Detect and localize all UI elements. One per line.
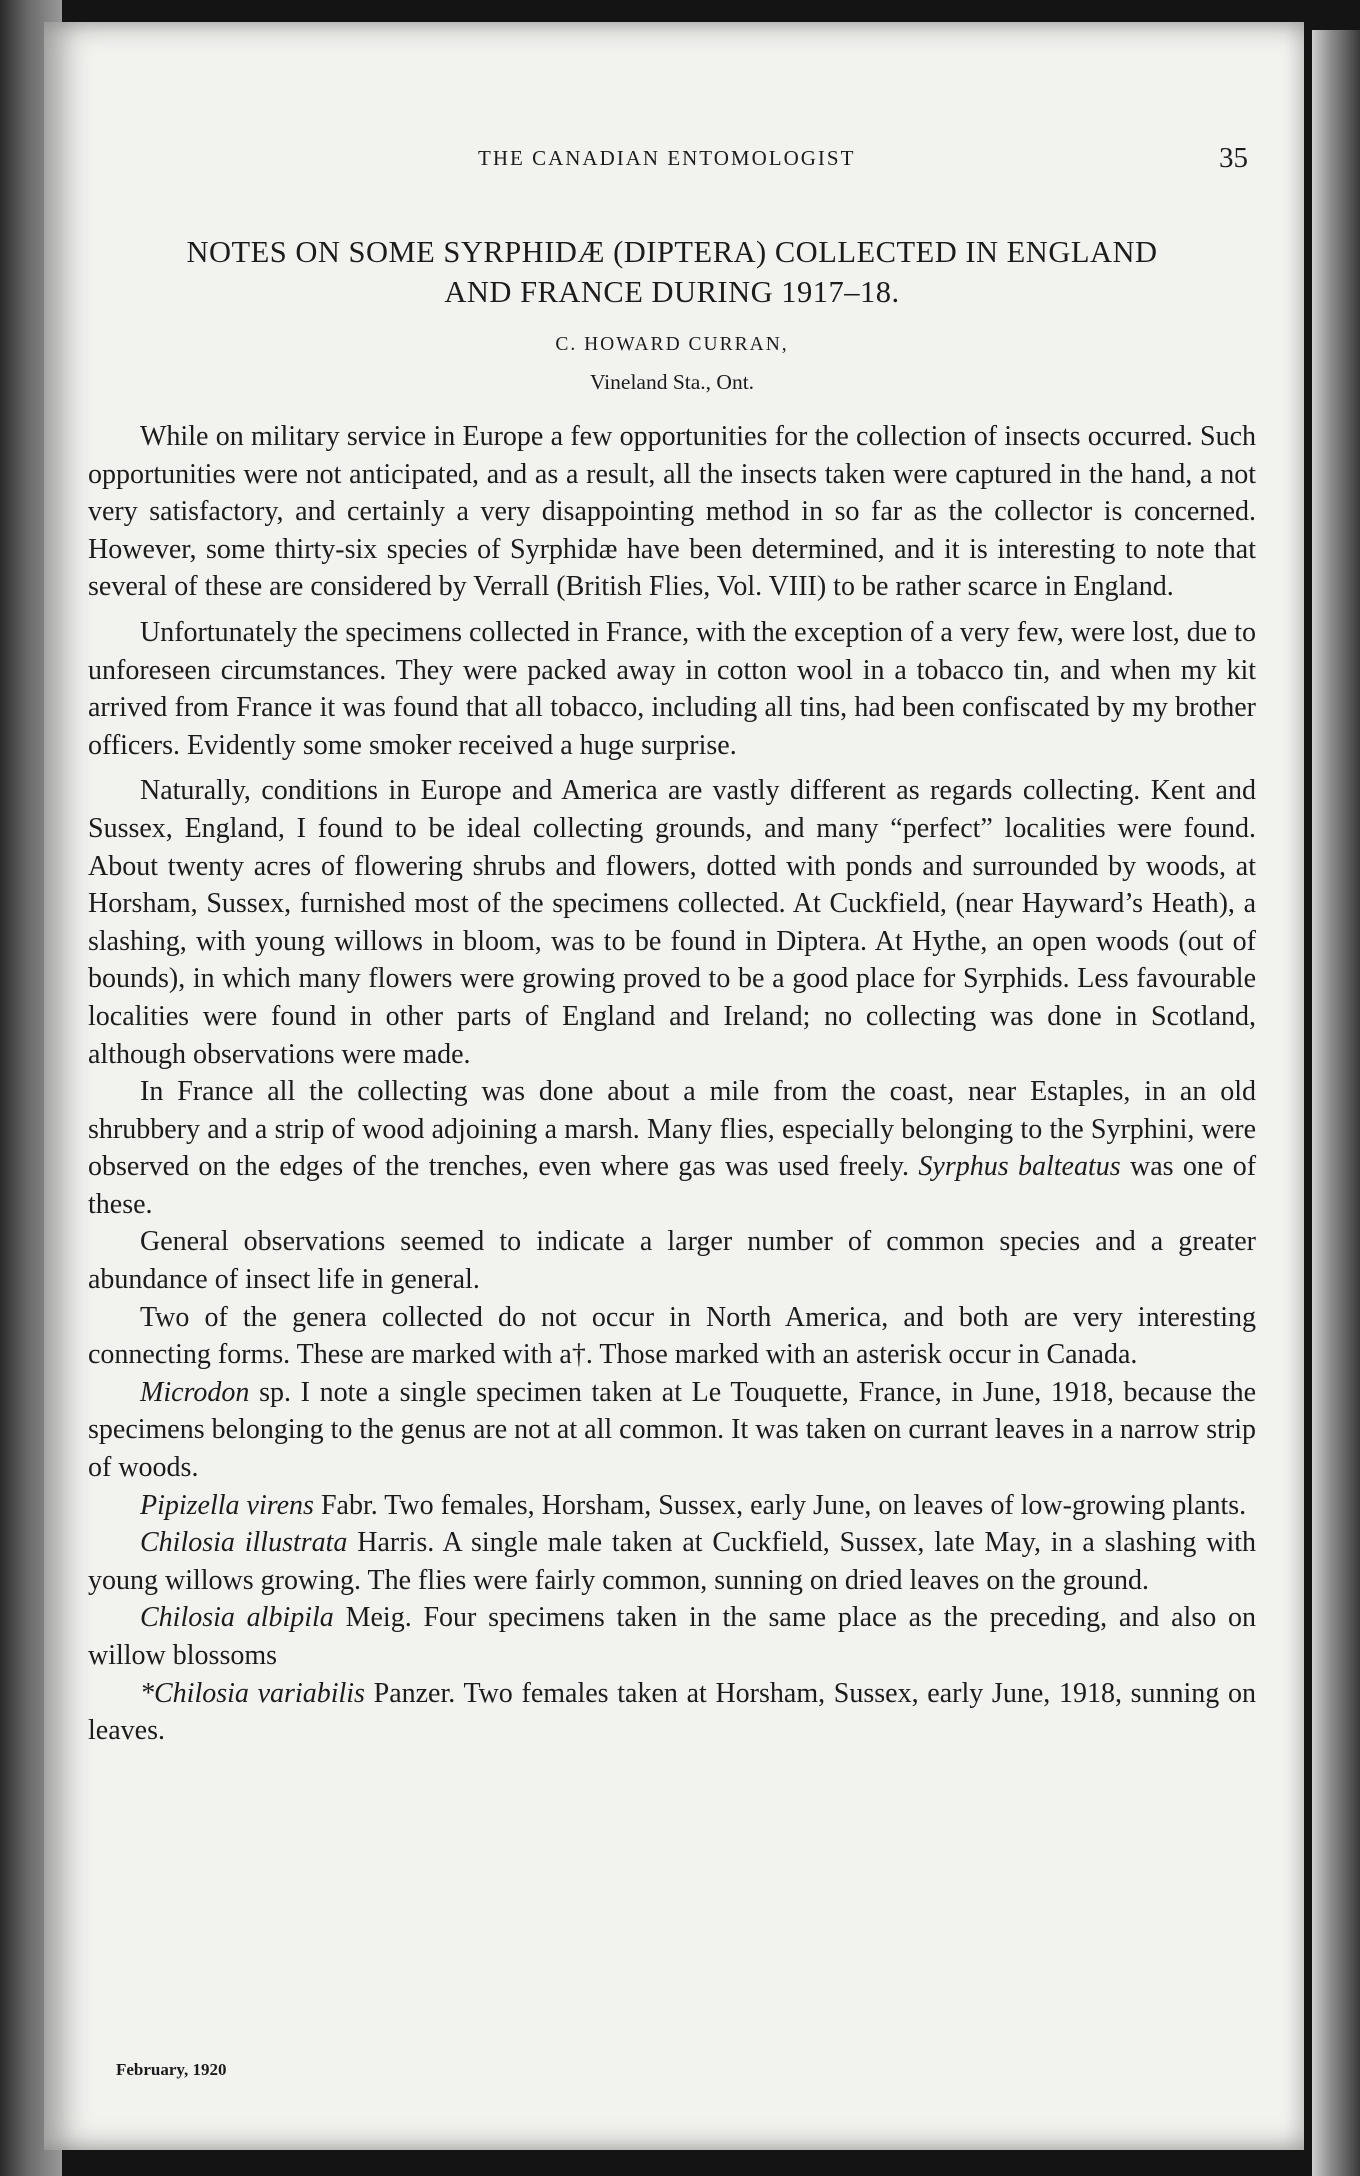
journal-title: THE CANADIAN ENTOMOLOGIST	[478, 146, 856, 170]
article-title	[88, 232, 1256, 312]
species-name: Syrphus balteatus	[918, 1151, 1121, 1183]
paragraph-intro: While on military service in Europe a few opportunities for the collection of insects occurred. Such opportunities were not anticipated, and as a result, all the insects taken were captured in the hand, a not very satisfactory, and certainly a very disappointing method in so far as the collector is concerned. However, some thirty-six species of Syrphidæ have been determined, and it is interesting to note that several of these are considered by Verrall (British Flies, Vol. VIII) to be rather scarce in England.	[88, 421, 1256, 603]
species-name: Chilosia illustrata	[140, 1527, 348, 1559]
article-title-line-2: AND FRANCE DURING 1917–18.	[444, 275, 900, 309]
author-affiliation: Vineland Sta., Ont.	[589, 370, 755, 394]
paragraph-genera-note: Two of the genera collected do not occur in North America, and both are very interesting connecting forms. These are marked with a†. Those marked with an asterisk occur in Canada.	[88, 1301, 1256, 1371]
article-author: C. HOWARD CURRAN,	[555, 334, 789, 355]
paragraph-france-text: In France all the collecting was done about a mile from the coast, near Estaples, in an old shrubbery and a strip of wood adjoining a marsh. Many flies, especially belonging to the Syrphini, were observed on the edges of the trenches, even where gas was used freely.	[88, 1076, 1256, 1183]
article-title-line-1: NOTES ON SOME SYRPHIDÆ (DIPTERA) COLLECTED IN ENGLAND	[186, 235, 1158, 269]
paragraph-lost-specimens: Unfortunately the specimens collected in France, with the exception of a very few, were lost, due to unforeseen circumstances. They were packed away in cotton wool in a tobacco tin, and when my kit arrived from France it was found that all tobacco, including all tins, had been confiscated by my brother officers. Evidently some smoker received a huge surprise.	[88, 616, 1256, 761]
species-name: Microdon	[140, 1376, 250, 1408]
page-number: 35	[1219, 142, 1248, 174]
journal-page	[44, 22, 1304, 2150]
species-entry-microdon	[88, 1374, 1256, 1487]
species-entry-pipizella	[88, 1487, 1256, 1525]
species-entry-text: Fabr. Two females, Horsham, Sussex, early June, on leaves of low-growing plants.	[320, 1489, 1247, 1521]
species-name: Chilosia albipila	[140, 1602, 334, 1634]
species-entry-text: Meig. Four specimens taken in the same place as the preceding, and also on willow blossoms	[88, 1602, 1256, 1671]
paragraph-localities: Naturally, conditions in Europe and America are vastly different as regards collecting. Kent and Sussex, England, I found to be ideal collecting grounds, and many “perfect” localities were found. About twenty acres of flowering shrubs and flowers, dotted with ponds and surrounded by woods, at Horsham, Sussex, furnished most of the specimens collected. At Cuckfield, (near Hayward’s Heath), a slashing, with young willows in bloom, was to be found in Diptera. At Hythe, an open woods (out of bounds), in which many flowers were growing proved to be a good place for Syrphids. Less favourable localities were found in other parts of England and Ireland; no collecting was done in Scotland, although observations were made.	[88, 775, 1256, 1070]
article-body	[88, 418, 1256, 1750]
species-entry-chilosia-albipila	[88, 1599, 1256, 1674]
paragraph-general-observations: General observations seemed to indicate a larger number of common species and a greater abundance of insect life in general.	[88, 1226, 1256, 1296]
page-edge-shadow	[1312, 30, 1360, 2176]
species-name: Pipizella virens	[140, 1489, 314, 1521]
species-entry-chilosia-variabilis	[88, 1675, 1256, 1750]
issue-date: February, 1920	[116, 2060, 227, 2079]
paragraph-france-tail: was one of these.	[88, 1151, 1257, 1220]
species-entry-text: Harris. A single male taken at Cuckfield, Sussex, late May, in a slashing with young willows growing. The flies were fairly common, sunning on dried leaves on the ground.	[88, 1527, 1257, 1596]
species-entry-text: sp. I note a single specimen taken at Le Touquette, France, in June, 1918, because the specimens belonging to the genus are not at all common. It was taken on currant leaves in a narrow strip of woods.	[88, 1376, 1256, 1484]
species-entry-text: Panzer. Two females taken at Horsham, Sussex, early June, 1918, sunning on leaves.	[88, 1677, 1256, 1747]
species-entry-chilosia-illustrata	[88, 1524, 1256, 1599]
paragraph-france	[88, 1073, 1256, 1223]
species-name: *Chilosia variabilis	[140, 1677, 365, 1709]
